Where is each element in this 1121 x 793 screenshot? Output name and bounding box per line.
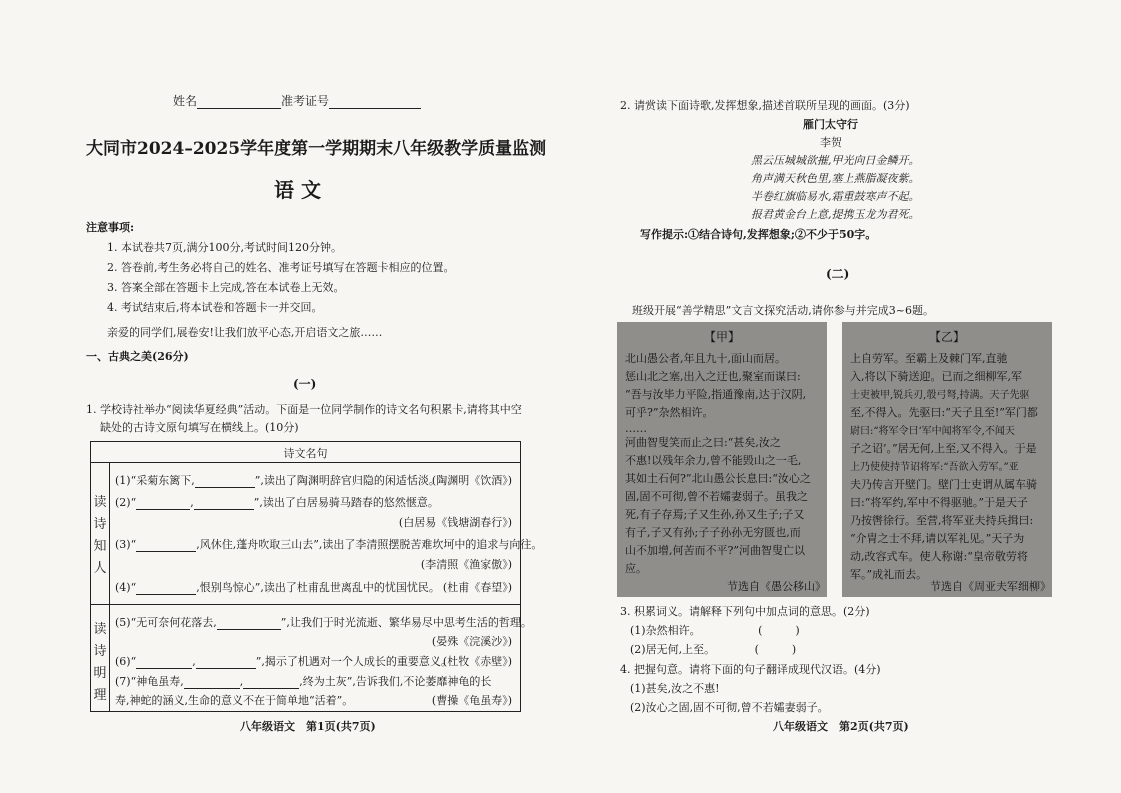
passage-b-line: 上乃使使持节诏将军:“吾欲入劳军。”亚 xyxy=(850,462,1019,473)
q3-item-1: (1)杂然相许。 ( ) xyxy=(630,624,800,637)
table-row-1: (1)“采菊东篱下, ”,读出了陶渊明辞官归隐的闲适恬淡。 xyxy=(115,474,440,487)
id-blank xyxy=(329,96,421,109)
passage-a-line: …… xyxy=(625,422,647,435)
group-label-a: 读 诗 知 人 xyxy=(93,495,107,576)
source-4: (杜甫《春望》) xyxy=(442,581,512,594)
q4-item-1: (1)甚矣,汝之不惠! xyxy=(630,682,720,695)
passage-a-line: 河曲智叟笑而止之曰:“甚矣,汝之 xyxy=(625,436,781,449)
table-row-3: (3)“ ,风休住,蓬舟吹取三山去”,读出了李清照摆脱苦难坎坷中的追求与向往。 xyxy=(115,538,543,551)
passage-b-line: “介胄之士不拜,请以军礼见。”天子为 xyxy=(850,532,1025,545)
table-row-7: (7)“神龟虽寿, , ,终为土灰”,告诉我们,不论萎靡神龟的长 xyxy=(115,675,492,688)
passage-a xyxy=(617,322,827,597)
notice-2: 2. 答卷前,考生务必将自己的姓名、准考证号填写在答题卡相应的位置。 xyxy=(107,261,455,274)
passage-b-line: 尉曰:“将军令曰‘军中闻将军令,不闻天 xyxy=(850,426,1015,437)
passage-a-source: 节选自《愚公移山》 xyxy=(727,580,826,593)
answer-blank[interactable]: ( ) xyxy=(754,643,797,656)
source-6: (杜牧《赤壁》) xyxy=(442,655,512,668)
passage-b-line: 动,改容式车。使人称谢:“皇帝敬劳将 xyxy=(850,550,1028,563)
name-line xyxy=(173,92,421,109)
part2-heading: (二) xyxy=(826,267,850,281)
answer-blank[interactable] xyxy=(195,475,255,488)
passage-a-line: 惩山北之塞,出入之迂也,聚室而谋曰: xyxy=(625,370,801,383)
passage-b-line: 军。”成礼而去。 xyxy=(850,568,928,581)
poem-line-3: 半卷红旗临易水,霜重鼓寒声不起。 xyxy=(751,190,920,203)
answer-blank[interactable] xyxy=(136,539,196,552)
passage-a-line: 死,有子存焉;子又生孙,孙又生子;子又 xyxy=(625,508,805,521)
table-row-2: (2)“ , ”,读出了白居易骑马踏春的悠然惬意。 xyxy=(115,496,439,509)
part-heading: (一) xyxy=(293,377,317,391)
passage-b xyxy=(842,322,1052,597)
poem-line-4: 报君黄金台上意,提携玉龙为君死。 xyxy=(751,208,920,221)
id-label: 准考证号 xyxy=(281,94,330,108)
notice-1: 1. 本试卷共7页,满分100分,考试时间120分钟。 xyxy=(107,241,342,254)
poem-author: 李贺 xyxy=(820,136,842,149)
passage-b-line: 上自劳军。至霸上及棘门军,直驰 xyxy=(850,352,1008,365)
writing-tip: 写作提示:①结合诗句,发挥想象;②不少于50字。 xyxy=(640,228,877,241)
label-column-divider xyxy=(109,462,110,711)
answer-blank[interactable] xyxy=(136,656,192,669)
answer-blank[interactable] xyxy=(194,497,254,510)
source-5: (晏殊《浣溪沙》) xyxy=(431,635,512,648)
q3-prompt: 3. 积累词义。请解释下列句中加点词的意思。(2分) xyxy=(620,605,870,618)
source-2: (白居易《钱塘湖春行》) xyxy=(398,516,512,529)
q1-line1: 1. 学校诗社举办“阅读华夏经典”活动。下面是一位同学制作的诗文名句积累卡,请将其中空 xyxy=(86,403,522,416)
source-7: (曹操《龟虽寿》) xyxy=(431,694,512,707)
poem-table xyxy=(90,441,543,712)
source-3: (李清照《渔家傲》) xyxy=(420,558,512,571)
table-row-4: (4)“ ,恨别鸟惊心”,读出了杜甫乱世离乱中的忧国忧民。 xyxy=(115,581,440,594)
subject-title: 语 文 xyxy=(274,178,321,202)
page2-footer: 八年级语文 第2页(共7页) xyxy=(773,720,909,733)
activity-intro: 班级开展“善学精思”文言文探究活动,请你参与并完成3~6题。 xyxy=(632,304,934,317)
passage-b-title: 【乙】 xyxy=(928,330,965,344)
passage-b-line: 入,将以下骑送迎。已而之细柳军,军 xyxy=(850,370,1022,383)
passage-a-line: 北山愚公者,年且九十,面山而居。 xyxy=(625,352,786,365)
name-label: 姓名 xyxy=(173,94,198,108)
source-1: (陶渊明《饮酒》) xyxy=(431,474,512,487)
passage-b-line: 乃按辔徐行。至营,将军亚夫持兵揖曰: xyxy=(850,514,1034,527)
passage-a-line: 应。 xyxy=(625,562,647,575)
passage-a-line: 固,固不可彻,曾不若孀妻弱子。虽我之 xyxy=(625,490,808,503)
passage-a-line: 其如土石何?”北山愚公长息曰:“汝心之 xyxy=(625,472,811,485)
poem-title: 雁门太守行 xyxy=(803,118,858,131)
passage-a-line: 山不加增,何苦而不平?”河曲智叟亡以 xyxy=(625,544,806,557)
notice-3: 3. 答案全部在答题卡上完成,答在本试卷上无效。 xyxy=(107,281,345,294)
group-divider xyxy=(91,604,520,605)
table-header xyxy=(91,442,520,463)
passage-b-line: 子之诏’。”居无何,上至,又不得入。于是 xyxy=(850,442,1037,455)
passage-a-line: 有子,子又有孙;子子孙孙无穷匮也,而 xyxy=(625,526,801,539)
poem-line-1: 黑云压城城欲摧,甲光向日金鳞开。 xyxy=(751,154,920,167)
q3-item-2: (2)居无何,上至。 ( ) xyxy=(630,643,797,656)
table-row-5: (5)“无可奈何花落去, ”,让我们于时光流逝、繁华易尽中思考生活的哲理。 xyxy=(115,616,532,629)
answer-blank[interactable] xyxy=(243,676,299,689)
q4-prompt: 4. 把握句意。请将下面的句子翻译成现代汉语。(4分) xyxy=(620,663,881,676)
greeting: 亲爱的同学们,展卷安!让我们放平心态,开启语文之旅…… xyxy=(107,326,383,339)
name-blank xyxy=(197,96,281,109)
passage-b-line: 士吏被甲,锐兵刃,彀弓弩,持满。天子先驱 xyxy=(850,390,1030,401)
q4-item-2: (2)汝心之固,固不可彻,曾不若孀妻弱子。 xyxy=(630,701,829,714)
group-label-b: 读 诗 明 理 xyxy=(93,622,107,703)
table-header-label: 诗文名句 xyxy=(283,447,328,460)
passage-a-line: 可乎?”杂然相许。 xyxy=(625,406,714,419)
passage-a-line: 不惠!以残年余力,曾不能毁山之一毛, xyxy=(625,454,802,467)
notice-4: 4. 考试结束后,将本试卷和答题卡一并交回。 xyxy=(107,301,323,314)
poem-line-2: 角声满天秋色里,塞上燕脂凝夜紫。 xyxy=(751,172,920,185)
answer-blank[interactable] xyxy=(136,582,196,595)
passage-b-source: 节选自《周亚夫军细柳》 xyxy=(930,580,1051,593)
q1-line2: 缺处的古诗文原句填写在横线上。(10分) xyxy=(100,421,299,434)
page1-footer: 八年级语文 第1页(共7页) xyxy=(240,720,376,733)
answer-blank[interactable] xyxy=(184,676,240,689)
q2-prompt: 2. 请赏读下面诗歌,发挥想象,描述首联所呈现的画面。(3分) xyxy=(620,99,910,112)
passage-a-title: 【甲】 xyxy=(703,330,740,344)
section-title: 一、古典之美(26分) xyxy=(86,350,189,363)
passage-b-line: 曰:“将军约,军中不得驱驰。”于是天子 xyxy=(850,496,1028,509)
notice-title: 注意事项: xyxy=(86,221,135,234)
answer-blank[interactable]: ( ) xyxy=(758,624,800,637)
exam-title: 大同市2024–2025学年度第一学期期末八年级教学质量监测 xyxy=(86,139,547,159)
passage-b-line: 至,不得入。先驱曰:“天子且至!”军门都 xyxy=(850,406,1038,419)
answer-blank[interactable] xyxy=(196,656,256,669)
passage-b-line: 夫乃传言开壁门。壁门士吏谓从属车骑 xyxy=(850,478,1037,491)
passage-a-line: “吾与汝毕力平险,指通豫南,达于汉阴, xyxy=(625,388,807,401)
table-row-7-cont: 寿,神蛇的涵义,生命的意义不在于简单地“活着”。 xyxy=(115,694,354,707)
table-row-6: (6)“ , ”,揭示了机遇对一个人成长的重要意义。 xyxy=(115,655,452,668)
answer-blank[interactable] xyxy=(136,497,190,510)
answer-blank[interactable] xyxy=(217,617,281,630)
